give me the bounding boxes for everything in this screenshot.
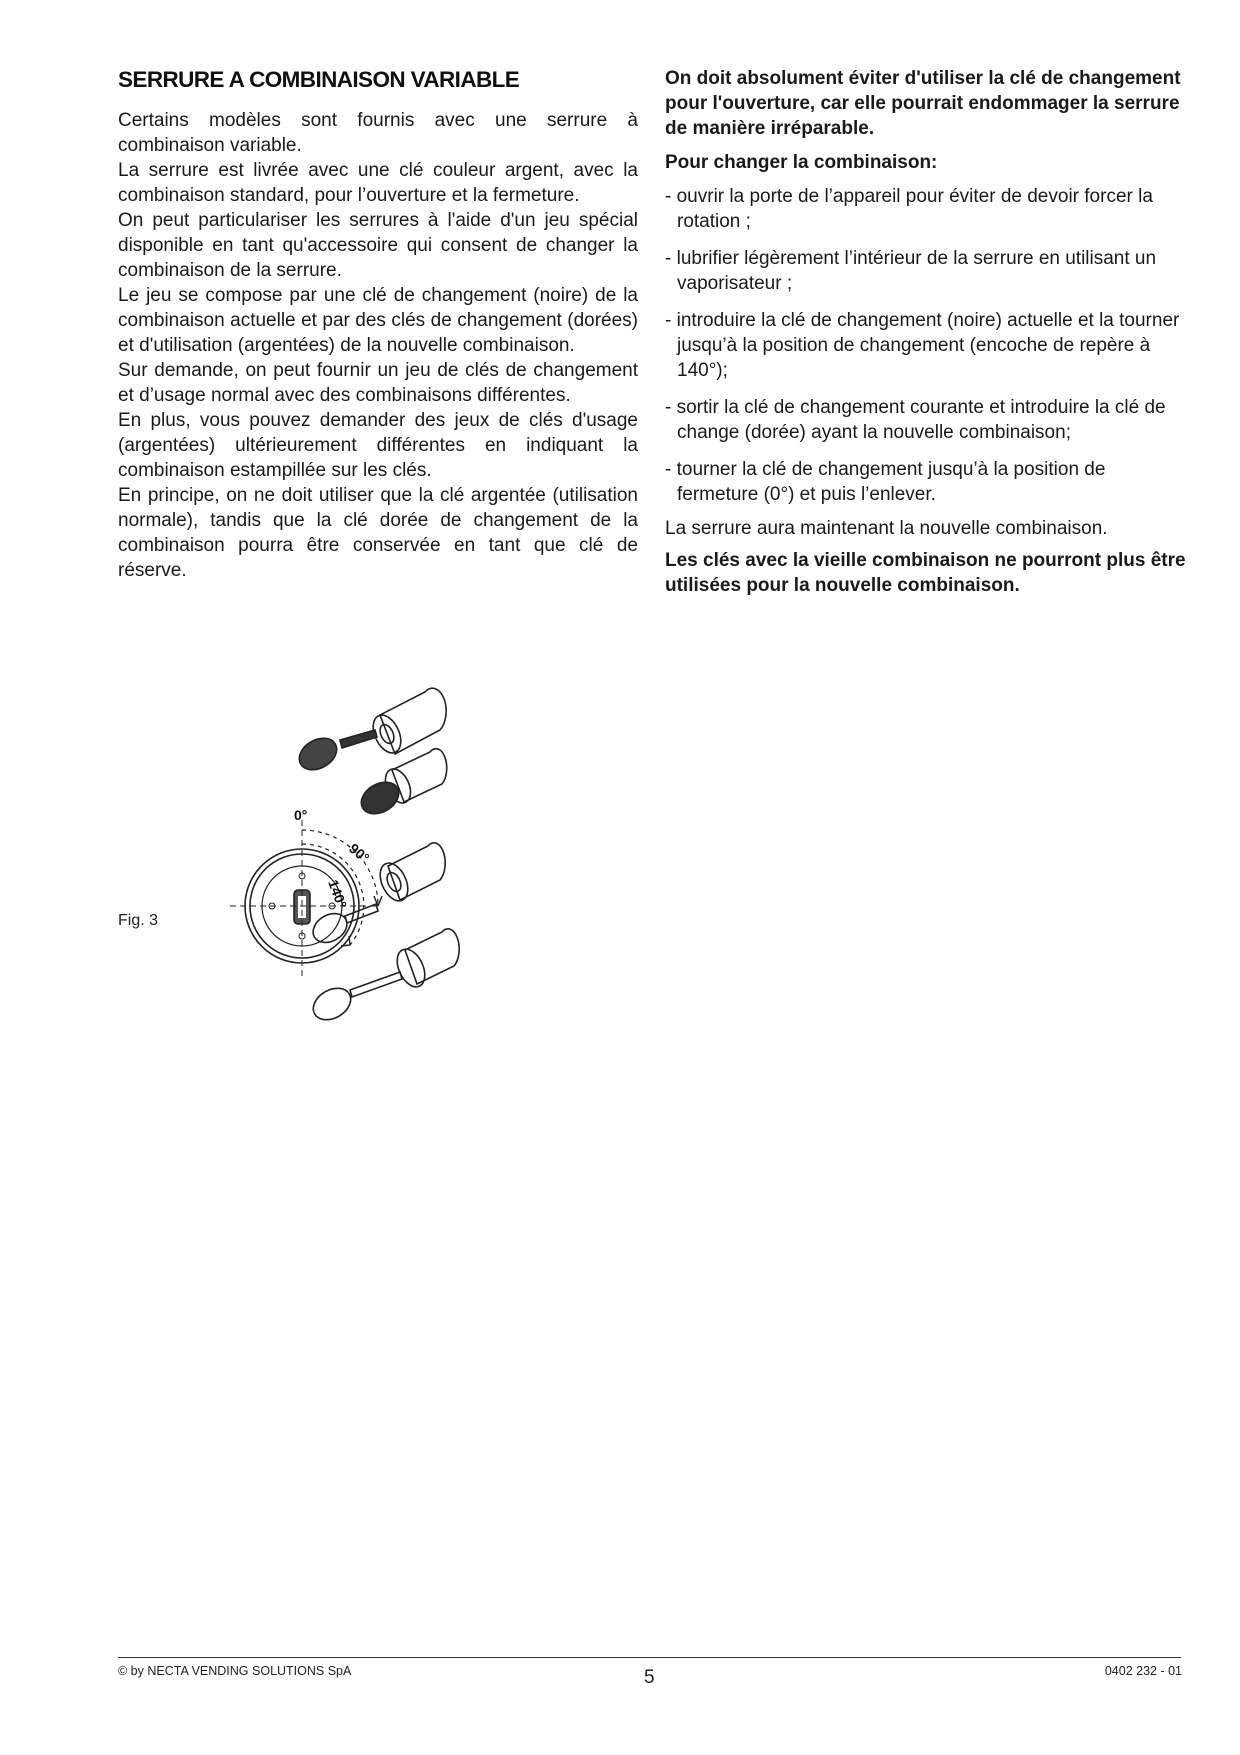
paragraph: On peut particulariser les serrures à l'aide d'un jeu spécial disponible en tant qu'accessoire qui consent de changer la combinaison de la serrure. bbox=[118, 210, 638, 281]
footer-divider bbox=[118, 1657, 1181, 1658]
step-item: - ouvrir la porte de l’appareil pour éviter de devoir forcer la rotation ; bbox=[665, 186, 1153, 232]
right-column bbox=[665, 66, 1187, 607]
paragraph: Sur demande, on peut fournir un jeu de clés de changement et d’usage normal avec des combinaisons différentes. bbox=[118, 360, 638, 406]
section-title: SERRURE A COMBINAISON VARIABLE bbox=[118, 67, 520, 92]
angle-0-label: 0° bbox=[294, 807, 308, 823]
paragraph: En principe, on ne doit utiliser que la clé argentée (utilisation normale), tandis que la clé dorée de changement de la combinaison pourra être conservée en tant que clé de réserve. bbox=[118, 485, 638, 581]
page-number: 5 bbox=[644, 1667, 655, 1688]
warning-text: On doit absolument éviter d'utiliser la clé de changement pour l'ouverture, car elle pourrait endommager la serrure de manière irréparable. bbox=[665, 68, 1181, 139]
angle-140-label: 140° bbox=[325, 877, 351, 911]
paragraph: La serrure est livrée avec une clé couleur argent, avec la combinaison standard, pour l’ouverture et la fermeture. bbox=[118, 160, 638, 206]
document-code: 0402 232 - 01 bbox=[1104, 1664, 1182, 1678]
left-column bbox=[118, 66, 638, 583]
procedure-steps bbox=[665, 184, 1187, 507]
cylinder-with-black-key bbox=[294, 688, 446, 776]
lock-figure bbox=[230, 670, 530, 1130]
step-item: - lubrifier légèrement l’intérieur de la serrure en utilisant un vaporisateur ; bbox=[665, 248, 1157, 294]
result-text: La serrure aura maintenant la nouvelle combinaison. bbox=[665, 518, 1108, 539]
procedure-subtitle: Pour changer la combinaison: bbox=[665, 152, 938, 173]
cylinder-with-inserted-key bbox=[356, 749, 447, 820]
cylinder-with-silver-key bbox=[308, 929, 460, 1026]
paragraph: Le jeu se compose par une clé de changement (noire) de la combinaison actuelle et par des clés de changement (dorées) et d'utilisation (argentées) de la nouvelle combinaison. bbox=[118, 285, 638, 356]
cylinder-with-gold-key bbox=[308, 843, 445, 948]
paragraph: Certains modèles sont fournis avec une serrure à combinaison variable. bbox=[118, 110, 638, 156]
figure-label: Fig. 3 bbox=[118, 912, 159, 929]
step-item: - tourner la clé de changement jusqu’à la position de fermeture (0°) et puis l’enlever. bbox=[665, 459, 1106, 505]
final-note: Les clés avec la vieille combinaison ne pourront plus être utilisées pour la nouvelle combinaison. bbox=[665, 550, 1186, 596]
paragraph: En plus, vous pouvez demander des jeux de clés d'usage (argentées) ultérieurement différentes en indiquant la combinaison estampillée sur les clés. bbox=[118, 410, 638, 481]
step-item: - introduire la clé de changement (noire) actuelle et la tourner jusqu’à la position de changement (encoche de repère à 140°); bbox=[665, 310, 1180, 381]
footer-copyright: © by NECTA VENDING SOLUTIONS SpA bbox=[118, 1664, 352, 1678]
angle-90-label: 90° bbox=[346, 840, 373, 866]
step-item: - sortir la clé de changement courante et introduire la clé de change (dorée) ayant la nouvelle combinaison; bbox=[665, 397, 1166, 443]
